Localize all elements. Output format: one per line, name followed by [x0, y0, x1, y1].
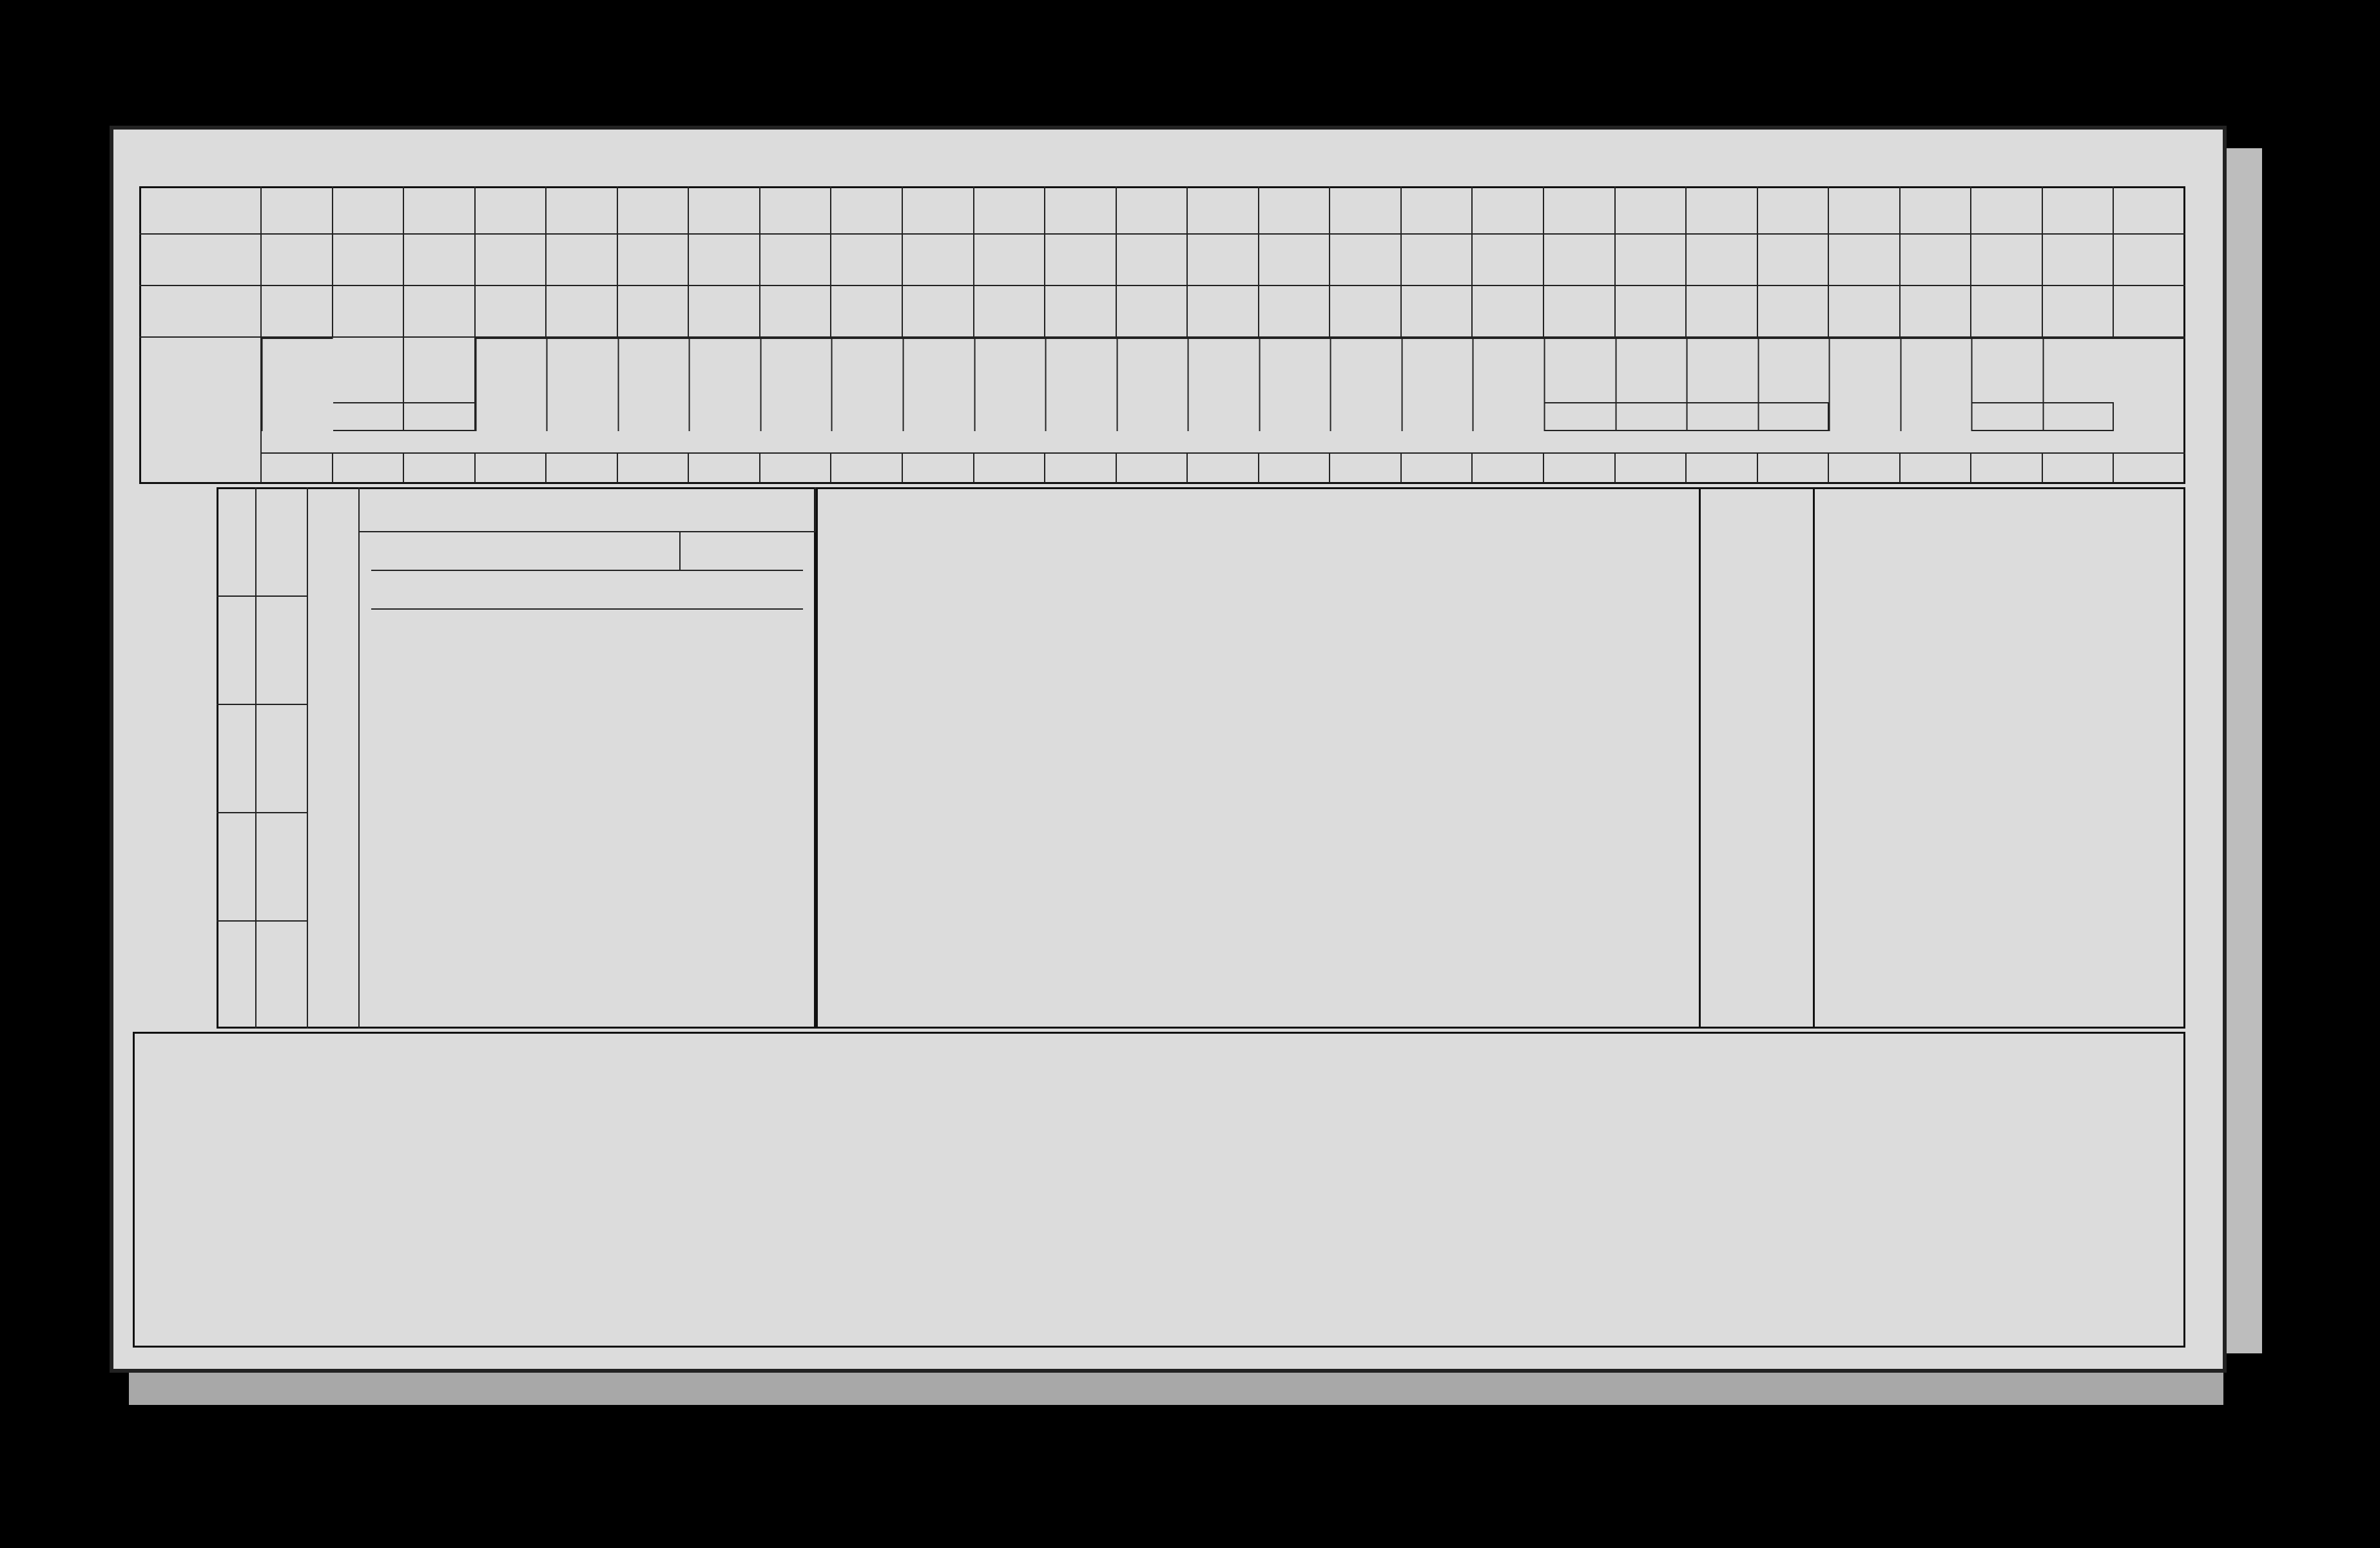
crop-blank-cell: [903, 235, 974, 286]
workers-side-line: [358, 487, 360, 1029]
crop-header: [547, 338, 618, 431]
crop-number: [1971, 454, 2043, 483]
crop-blank-cell: [1188, 235, 1259, 286]
crop-blank-cell: [760, 186, 832, 235]
crop-header: [903, 338, 974, 431]
crop-number: [974, 454, 1046, 483]
crop-blank-cell: [1330, 286, 1402, 338]
crop-header: [831, 338, 903, 431]
crop-header: [476, 338, 547, 431]
crop-blank-cell: [262, 235, 333, 286]
crop-blank-cell: [1188, 186, 1259, 235]
crop-header: [760, 338, 832, 431]
private-farm-section: [816, 487, 1815, 1029]
crop-blank-cell: [1687, 286, 1758, 338]
crop-blank-cell: [1117, 235, 1188, 286]
worker-number: [217, 920, 255, 1029]
census-card: [110, 126, 2227, 1373]
crop-blank-cell: [476, 186, 547, 235]
crop-blank-cell: [2043, 235, 2114, 286]
crop-blank-cell: [2114, 286, 2185, 338]
crop-header: [1045, 338, 1117, 431]
crop-blank-cell: [689, 286, 760, 338]
crop-blank-cell: [547, 286, 618, 338]
ozimaya-group-label: [333, 402, 476, 431]
crop-blank-cell: [831, 186, 903, 235]
worker-label: [255, 704, 307, 812]
crop-blank-cell: [1473, 235, 1544, 286]
crop-number: [1616, 454, 1687, 483]
crop-blank-cell: [2043, 286, 2114, 338]
worker-label: [255, 920, 307, 1029]
crop-number: [333, 454, 405, 483]
mnogoletnie-group-label: [1544, 402, 1829, 431]
crop-blank-cell: [333, 286, 405, 338]
crop-blank-cell: [2043, 186, 2114, 235]
crop-blank-cell: [1758, 235, 1830, 286]
crop-header: [1829, 338, 1901, 431]
crop-number: [1402, 454, 1473, 483]
crop-number: [1045, 454, 1117, 483]
crops-row-label: [139, 338, 262, 483]
crop-blank-cell: [404, 235, 476, 286]
crop-blank-cell: [831, 235, 903, 286]
crop-number: [1259, 454, 1331, 483]
crop-header: [689, 338, 760, 431]
crop-blank-cell: [1971, 186, 2043, 235]
crop-blank-cell: [1188, 286, 1259, 338]
crop-header: [618, 338, 690, 431]
worker-number: [217, 812, 255, 920]
crop-blank-cell: [2114, 235, 2185, 286]
crop-blank-cell: [618, 186, 690, 235]
crop-number: [1829, 454, 1901, 483]
crop-header: [1473, 338, 1544, 431]
crop-blank-cell: [1473, 286, 1544, 338]
crop-blank-cell: [689, 186, 760, 235]
crop-number: [1330, 454, 1402, 483]
crop-blank-cell: [547, 235, 618, 286]
trade-col-name: [371, 532, 681, 571]
worker-number: [217, 487, 255, 595]
worker-label: [255, 595, 307, 704]
crop-blank-cell: [547, 186, 618, 235]
crop-header: [2114, 338, 2185, 431]
crop-number: [831, 454, 903, 483]
crop-blank-cell: [1045, 235, 1117, 286]
crop-number: [1117, 454, 1188, 483]
crop-number: [1473, 454, 1544, 483]
crop-blank-cell: [1259, 286, 1331, 338]
worker-number: [217, 595, 255, 704]
crop-number: [903, 454, 974, 483]
crop-number: [547, 454, 618, 483]
crop-blank-cell: [831, 286, 903, 338]
crop-number: [1188, 454, 1259, 483]
crop-header: [1259, 338, 1331, 431]
crop-blank-cell: [262, 286, 333, 338]
crop-blank-cell: [1829, 186, 1901, 235]
trade-dotted-row: [371, 608, 803, 610]
crop-blank-cell: [1402, 235, 1473, 286]
crop-header: [974, 338, 1046, 431]
crop-number: [618, 454, 690, 483]
crop-blank-cell: [1687, 186, 1758, 235]
crop-blank-cell: [1901, 235, 1972, 286]
crop-header: [1188, 338, 1259, 431]
crop-blank-cell: [1045, 286, 1117, 338]
crop-blank-cell: [1616, 286, 1687, 338]
crop-number: [760, 454, 832, 483]
crop-blank-cell: [903, 186, 974, 235]
crop-blank-cell: [1402, 186, 1473, 235]
crop-number: [2043, 454, 2114, 483]
crop-blank-cell: [1117, 286, 1188, 338]
crop-blank-cell: [974, 286, 1046, 338]
crop-blank-cell: [618, 235, 690, 286]
crop-blank-cell: [1544, 286, 1616, 338]
arenda-table: [133, 1032, 2185, 1348]
worker-label: [255, 812, 307, 920]
crop-blank-cell: [1402, 286, 1473, 338]
crop-number: [1901, 454, 1972, 483]
crop-number: [476, 454, 547, 483]
crop-number: [404, 454, 476, 483]
crop-blank-cell: [1758, 286, 1830, 338]
crop-number: [689, 454, 760, 483]
crop-blank-cell: [476, 235, 547, 286]
crop-header: [262, 338, 333, 431]
crop-header: [1330, 338, 1402, 431]
crop-blank-cell: [1829, 286, 1901, 338]
worker-label: [255, 487, 307, 595]
top-row-label: [139, 235, 262, 286]
crop-number: [1544, 454, 1616, 483]
crop-blank-cell: [618, 286, 690, 338]
crop-blank-cell: [333, 235, 405, 286]
crop-blank-cell: [1330, 235, 1402, 286]
perelog-group-label: [1971, 402, 2114, 431]
crop-blank-cell: [974, 186, 1046, 235]
crop-blank-cell: [1117, 186, 1188, 235]
workers-side-label: [307, 487, 358, 1029]
crop-header: [1901, 338, 1972, 431]
crop-blank-cell: [1544, 235, 1616, 286]
crop-blank-cell: [760, 235, 832, 286]
crop-header: [1117, 338, 1188, 431]
crop-number: [2114, 454, 2185, 483]
crop-number: [1758, 454, 1830, 483]
crop-blank-cell: [2114, 186, 2185, 235]
population-table: [1699, 487, 2185, 1029]
crop-blank-cell: [689, 235, 760, 286]
crop-blank-cell: [1259, 186, 1331, 235]
crop-blank-cell: [1901, 186, 1972, 235]
crop-number: [262, 454, 333, 483]
trade-header: [358, 487, 816, 532]
crop-blank-cell: [333, 186, 405, 235]
crop-blank-cell: [1971, 286, 2043, 338]
crop-blank-cell: [903, 286, 974, 338]
crop-blank-cell: [1758, 186, 1830, 235]
crop-blank-cell: [760, 286, 832, 338]
crop-blank-cell: [1829, 235, 1901, 286]
crop-blank-cell: [1544, 186, 1616, 235]
crops-band: [262, 431, 2185, 454]
top-row-label: [139, 286, 262, 338]
crop-blank-cell: [404, 286, 476, 338]
crop-blank-cell: [1045, 186, 1117, 235]
crop-blank-cell: [404, 186, 476, 235]
crop-blank-cell: [476, 286, 547, 338]
crop-blank-cell: [1687, 235, 1758, 286]
crop-blank-cell: [1616, 186, 1687, 235]
crop-blank-cell: [1616, 235, 1687, 286]
crop-blank-cell: [1330, 186, 1402, 235]
crop-blank-cell: [1901, 286, 1972, 338]
crop-blank-cell: [1473, 186, 1544, 235]
crop-blank-cell: [974, 235, 1046, 286]
top-row-label: [139, 186, 262, 235]
crop-blank-cell: [262, 186, 333, 235]
crop-number: [1687, 454, 1758, 483]
trade-col-qty: [681, 532, 803, 571]
crop-blank-cell: [1971, 235, 2043, 286]
crop-blank-cell: [1259, 235, 1331, 286]
worker-number: [217, 704, 255, 812]
crop-header: [1402, 338, 1473, 431]
